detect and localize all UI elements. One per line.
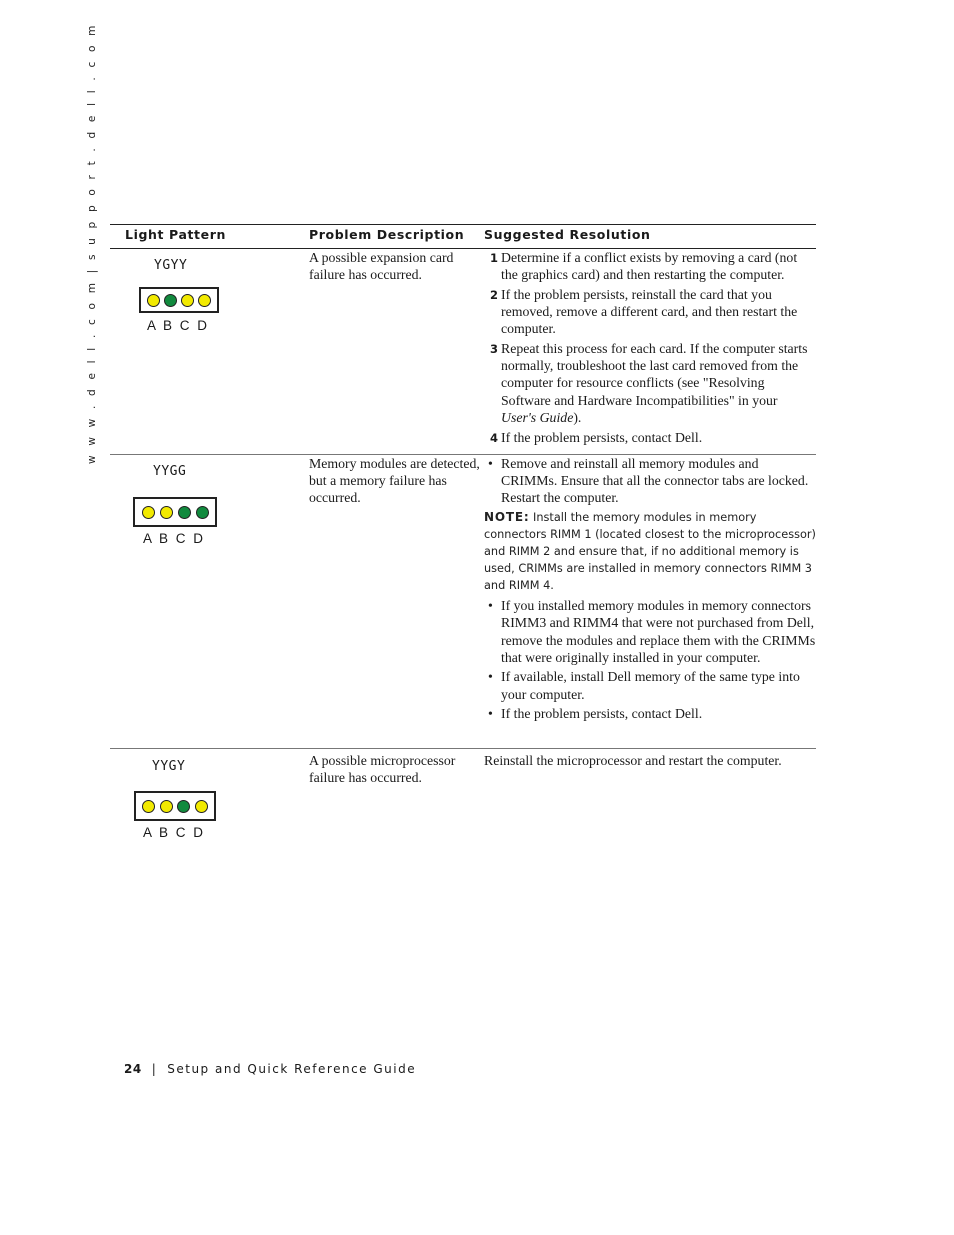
list-item: • If the problem persists, contact Dell. (488, 706, 703, 722)
list-item: • If available, install Dell memory of the same type into your computer. (488, 669, 800, 702)
list-item: • Remove and reinstall all memory modules and CRIMMs. Ensure that all the connector tabs are locked. Restart the computer. (488, 456, 809, 506)
light-pattern-cell (110, 749, 309, 850)
light-d-icon (195, 800, 208, 813)
page-footer (124, 1062, 416, 1076)
light-d-icon (196, 506, 209, 519)
light-d-icon (198, 294, 211, 307)
header-problem-description: Problem Description (309, 225, 484, 249)
page-number: 24 (124, 1062, 142, 1076)
suggested-resolution (484, 249, 816, 455)
header-suggested-resolution: Suggested Resolution (484, 225, 816, 249)
light-a-icon (147, 294, 160, 307)
suggested-resolution: Reinstall the microprocessor and restart the computer. (484, 753, 782, 768)
problem-description: Memory modules are detected, but a memory failure has occurred. (309, 455, 484, 749)
list-item: 2 If the problem persists, reinstall the card that you removed, remove a different card, and then restart the computer. (490, 286, 798, 337)
light-c-icon (177, 800, 190, 813)
memory-note: NOTE: Install the memory modules in memory connectors RIMM 1 (located closest to the microprocessor) and RIMM 2 and ensure that, if no additional memory is used, CRIMMs are installed in memory connectors RIMM 3 and RIMM 4. (484, 510, 816, 593)
light-pattern-cell (110, 455, 309, 749)
footer-separator: | (151, 1062, 158, 1076)
light-pattern (110, 749, 309, 849)
pattern-code: YGYY (154, 258, 188, 273)
light-b-icon (164, 294, 177, 307)
diagnostic-lights-icon (139, 287, 219, 313)
problem-description: A possible microprocessor failure has occurred. (309, 753, 456, 786)
table-row (110, 455, 816, 749)
light-b-icon (160, 506, 173, 519)
diagnostic-lights-table (110, 224, 816, 849)
suggested-resolution (484, 455, 816, 749)
header-light-pattern: Light Pattern (110, 225, 309, 249)
list-item: • If you installed memory modules in memory connectors RIMM3 and RIMM4 that were not purchased from Dell, remove the modules and replace them with the CRIMMs that were originally installed in your computer. (488, 598, 816, 665)
light-b-icon (160, 800, 173, 813)
pattern-code: YYGY (152, 759, 186, 774)
light-a-icon (142, 506, 155, 519)
table-header-row (110, 225, 816, 249)
light-letters: A B C D (143, 825, 204, 840)
light-letters: A B C D (147, 318, 208, 333)
light-letters: A B C D (143, 531, 204, 546)
light-c-icon (178, 506, 191, 519)
list-item: 4 If the problem persists, contact Dell. (490, 429, 703, 445)
sidebar-url: w w w . d e l l . c o m | s u p p o r t . d e l l . c o m (86, 22, 98, 464)
pattern-code: YYGG (153, 464, 187, 479)
light-c-icon (181, 294, 194, 307)
diagnostic-lights-icon (133, 497, 217, 527)
list-item: 1 Determine if a conflict exists by removing a card (not the graphics card) and then restarting the computer. (490, 250, 798, 283)
list-item: 3 Repeat this process for each card. If the computer starts normally, troubleshoot the last card removed from the computer for resource conflicts (see "Resolving Software and Hardware Incompatibilities" in your User's Guide). (490, 341, 808, 425)
light-pattern-cell (110, 249, 309, 455)
light-pattern (110, 455, 309, 651)
light-pattern (110, 249, 309, 445)
table-row (110, 249, 816, 455)
diagnostic-lights-icon (134, 791, 216, 821)
footer-title: Setup and Quick Reference Guide (167, 1062, 417, 1076)
light-a-icon (142, 800, 155, 813)
problem-description: A possible expansion card failure has occurred. (309, 249, 484, 455)
table-row (110, 749, 816, 850)
